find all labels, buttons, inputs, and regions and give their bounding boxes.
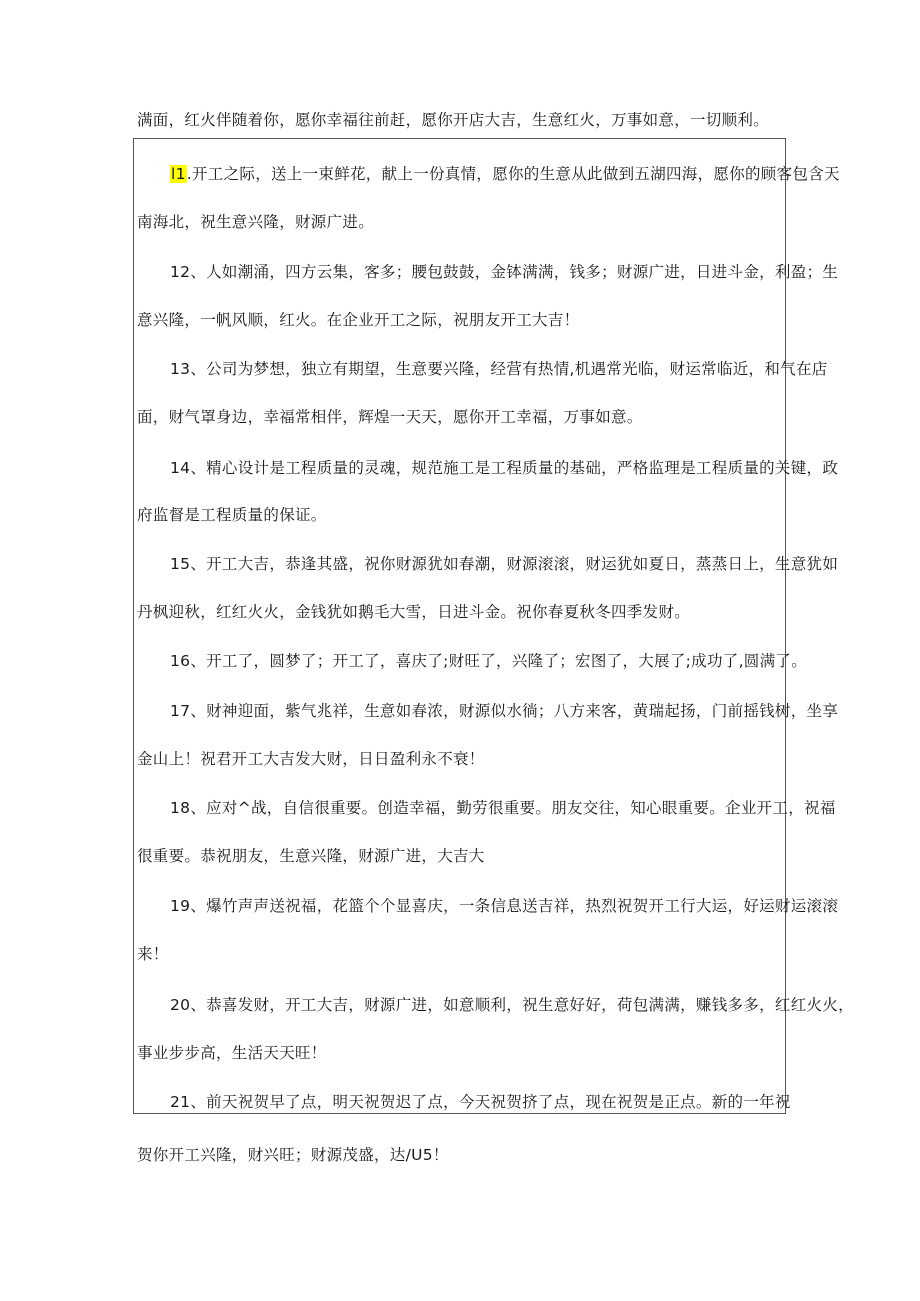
list-item-12-line-2: 意兴隆，一帆风顺，红火。在企业开工之际，祝朋友开工大吉！ [137, 311, 580, 329]
list-item-19-line-1: 19、爆竹声声送祝福，花篮个个显喜庆，一条信息送吉祥，热烈祝贺开工行大运，好运财运滚滚 [170, 897, 839, 915]
list-item-11-line-2: 南海北，祝生意兴隆，财源广进。 [137, 213, 375, 231]
list-item-13-line-1: 13、公司为梦想，独立有期望，生意要兴隆，经营有热情,机遇常光临，财运常临近，和气在店 [170, 360, 828, 378]
list-item-18-line-1: 18、应对^战，自信很重要。创造幸福，勤劳很重要。朋友交往，知心眼重要。企业开工，祝福 [170, 799, 836, 817]
list-item-20-line-1: 20、恭喜发财，开工大吉，财源广进，如意顺利，祝生意好好，荷包满满，赚钱多多，红红火火， [170, 996, 854, 1014]
list-item-21-line-1: 21、前天祝贺早了点，明天祝贺迟了点，今天祝贺挤了点，现在祝贺是正点。新的一年祝 [170, 1093, 791, 1111]
list-item-13-line-2: 面，财气罩身边，幸福常相伴，辉煌一天天，愿你开工幸福，万事如意。 [137, 408, 643, 426]
highlighted-number: l1 [171, 165, 186, 183]
content-box [133, 138, 786, 1114]
list-item-15-line-2: 丹枫迎秋，红红火火，金钱犹如鹅毛大雪，日进斗金。祝你春夏秋冬四季发财。 [137, 603, 691, 621]
list-item-14-line-1: 14、精心设计是工程质量的灵魂，规范施工是工程质量的基础，严格监理是工程质量的关键，政 [170, 459, 839, 477]
list-item-11-line-1 [170, 164, 840, 184]
list-item-17-line-2: 金山上！祝君开工大吉发大财，日日盈利永不衰！ [137, 750, 485, 768]
list-item-16-line-1: 16、开工了，圆梦了；开工了，喜庆了;财旺了，兴隆了；宏图了，大展了;成功了,圆满了。 [170, 652, 807, 670]
list-item-18-line-2: 很重要。恭祝朋友，生意兴隆，财源广进，大吉大 [137, 847, 485, 865]
bottom-text-line: 贺你开工兴隆，财兴旺；财源茂盛，达/U5！ [137, 1146, 449, 1164]
list-item-17-line-1: 17、财神迎面，紫气兆祥，生意如春浓，财源似水徜；八方来客，黄瑞起扬，门前摇钱树，坐享 [170, 702, 839, 720]
list-item-11-text: .开工之际，送上一束鲜花，献上一份真情，愿你的生意从此做到五湖四海，愿你的顾客包含天 [186, 165, 840, 183]
list-item-15-line-1: 15、开工大吉，恭逢其盛，祝你财源犹如春潮，财源滚滚，财运犹如夏日，蒸蒸日上，生意犹如 [170, 555, 839, 573]
list-item-19-line-2: 来！ [137, 945, 169, 963]
list-item-20-line-2: 事业步步高，生活天天旺！ [137, 1044, 327, 1062]
list-item-12-line-1: 12、人如潮涌，四方云集，客多；腰包鼓鼓，金钵满满，钱多；财源广进，日进斗金，利盈；生 [170, 263, 839, 281]
list-item-14-line-2: 府监督是工程质量的保证。 [137, 506, 327, 524]
top-text-line: 满面，红火伴随着你，愿你幸福往前赶，愿你开店大吉，生意红火，万事如意，一切顺利。 [137, 111, 770, 129]
